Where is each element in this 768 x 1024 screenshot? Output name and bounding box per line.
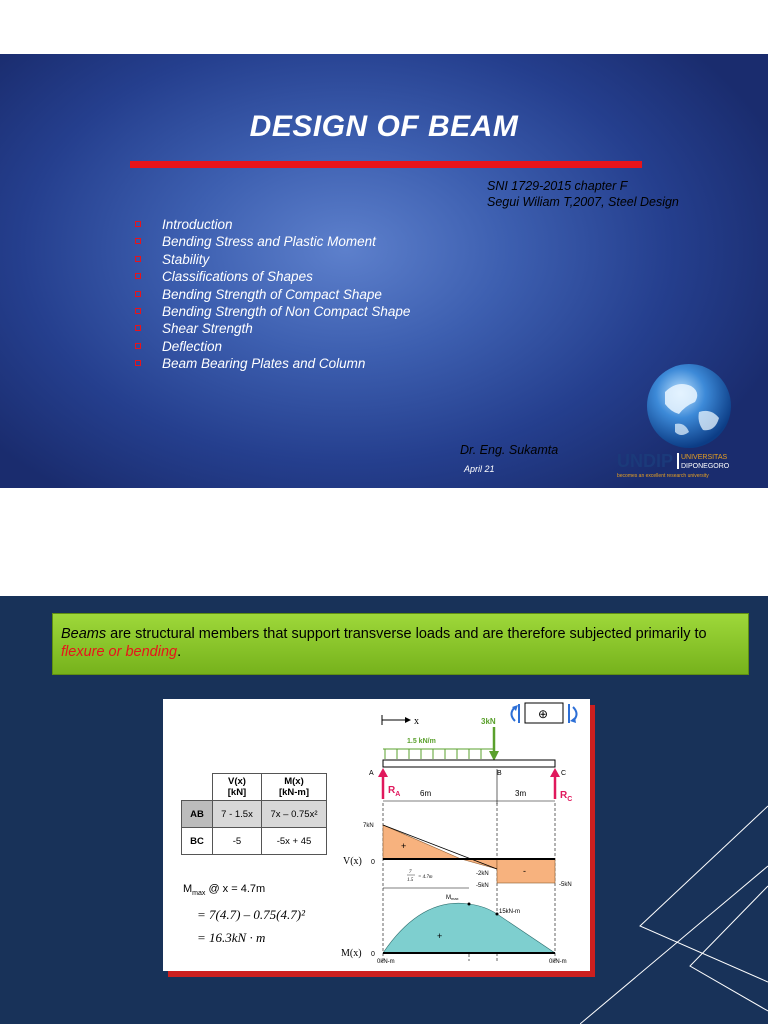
square-bullet-icon — [135, 238, 141, 244]
list-item-label: Shear Strength — [162, 321, 253, 337]
globe-icon — [647, 364, 731, 448]
list-item-label: Classifications of Shapes — [162, 269, 313, 285]
distributed-load-arrows — [385, 749, 481, 759]
table-header-label: M(x) — [284, 776, 304, 787]
span-label-ab: 6m — [420, 789, 432, 798]
beam-diagrams — [163, 699, 590, 971]
contents-list — [134, 216, 410, 373]
point-label-a: A — [369, 770, 374, 777]
table-header-unit: [kN-m] — [278, 787, 310, 798]
definition-box — [52, 613, 749, 675]
point-label-b: B — [497, 770, 502, 777]
logo-subtitle: UNIVERSITAS — [681, 454, 728, 461]
zero-shear-result: = 4.7m — [418, 875, 433, 880]
list-item — [134, 303, 410, 320]
list-item — [134, 355, 410, 372]
list-item-label: Stability — [162, 251, 210, 267]
moment-sign-positive: + — [437, 931, 443, 941]
span-label-bc: 3m — [515, 789, 527, 798]
list-item — [134, 216, 410, 233]
logo-subtitle: DIPONEGORO — [681, 463, 730, 470]
table-cell: 7x – 0.75x² — [262, 801, 327, 828]
list-item — [134, 286, 410, 303]
square-bullet-icon — [135, 343, 141, 349]
shear-value-label: 7kN — [363, 823, 374, 829]
beam-figure — [163, 699, 590, 971]
table-header-unit: [kN] — [227, 787, 247, 798]
point-load-label: 3kN — [481, 717, 496, 726]
square-bullet-icon — [135, 273, 141, 279]
mmax-subscript: max — [192, 890, 206, 898]
equation-line: = 7(4.7) – 0.75(4.7)² — [197, 907, 305, 922]
list-item — [134, 233, 410, 250]
moment-max-label: Mmax — [446, 895, 459, 901]
list-item-label: Introduction — [162, 217, 233, 232]
list-item — [134, 338, 410, 355]
shear-axis-label: V(x) — [343, 856, 362, 867]
reaction-arrowhead-c — [550, 768, 560, 777]
square-bullet-icon — [135, 291, 141, 297]
list-item — [134, 268, 410, 285]
table-header-label: V(x) — [228, 776, 246, 787]
logo-divider — [677, 453, 679, 469]
moment-value-label: 0kN-m — [549, 959, 567, 965]
list-item-label: Beam Bearing Plates and Column — [162, 356, 366, 372]
slide-title-heading: DESIGN OF BEAM — [249, 110, 519, 143]
distributed-load-label: 1.5 kN/m — [407, 738, 436, 745]
list-item-label: Bending Stress and Plastic Moment — [162, 234, 376, 250]
moment-axis-label: M(x) — [341, 948, 362, 959]
shear-sign-positive: + — [401, 841, 407, 851]
table-cell: -5 — [213, 828, 262, 855]
moment-max-point — [468, 903, 471, 906]
definition-highlight: flexure or bending — [61, 644, 178, 660]
shear-sign-negative: - — [523, 866, 526, 876]
reference-line: SNI 1729-2015 chapter F — [487, 179, 628, 193]
definition-text: are structural members that support transverse loads and are therefore subjected primarily to — [106, 626, 707, 642]
table-cell: -5x + 45 — [262, 828, 327, 855]
definition-term: Beams — [61, 626, 107, 642]
square-bullet-icon — [135, 360, 141, 366]
beam-member — [383, 760, 555, 767]
square-bullet-icon — [135, 325, 141, 331]
square-bullet-icon — [135, 256, 141, 262]
table-cell: 7 - 1.5x — [213, 801, 262, 828]
university-logo — [615, 362, 735, 482]
mmax-location: @ x = 4.7m — [205, 883, 266, 895]
reaction-label-c: $R_C$ — [560, 790, 573, 803]
moment-area — [383, 903, 555, 953]
square-bullet-icon — [135, 221, 141, 227]
sign-symbol: ⊕ — [538, 707, 549, 721]
slide-date: April 21 — [464, 464, 495, 474]
mmax-symbol: M — [183, 883, 193, 895]
slide-beam-definition — [0, 596, 768, 1024]
equation-line: = 16.3kN · m — [197, 930, 266, 945]
x-axis-label: x — [414, 716, 419, 727]
list-item-label: Bending Strength of Non Compact Shape — [162, 304, 411, 320]
decorative-lines — [580, 766, 768, 1024]
logo-tagline: becomes an excellent research university — [617, 473, 709, 479]
list-item — [134, 320, 410, 337]
shear-value-label: -5kN — [476, 883, 489, 889]
shear-area-negative-bc — [497, 859, 555, 883]
shear-value-label: -2kN — [476, 871, 489, 877]
shear-area-positive — [383, 825, 461, 859]
reaction-label-a: $R_A$ — [388, 785, 401, 798]
logo-wordmark: UNDIP — [617, 451, 674, 471]
list-item-label: Deflection — [162, 338, 223, 354]
shear-area-negative-ab — [461, 859, 497, 869]
list-item-label: Bending Strength of Compact Shape — [162, 286, 382, 302]
shear-zero-label: 0 — [371, 859, 375, 866]
moment-value-label: 0kN-m — [377, 959, 395, 965]
square-bullet-icon — [135, 308, 141, 314]
moment-zero-label: 0 — [371, 951, 375, 958]
slide-title — [0, 54, 768, 488]
shear-value-label: -5kN — [559, 882, 572, 888]
title-underline-bar — [130, 161, 642, 168]
definition-end: . — [177, 644, 182, 660]
reference-line: Segui Wiliam T,2007, Steel Design — [487, 195, 679, 209]
zero-shear-denominator: 1.5 — [407, 878, 414, 883]
moment-value-label: 15kN-m — [499, 909, 521, 915]
zero-shear-numerator: 7 — [409, 870, 412, 875]
list-item — [134, 251, 410, 268]
reference-block — [487, 178, 679, 210]
table-cell: BC — [182, 828, 213, 855]
point-label-c: C — [561, 770, 567, 777]
x-direction-arrow — [382, 715, 411, 725]
author-name: Dr. Eng. Sukamta — [460, 443, 559, 457]
reaction-arrowhead-a — [378, 768, 388, 777]
table-cell: AB — [182, 801, 213, 828]
